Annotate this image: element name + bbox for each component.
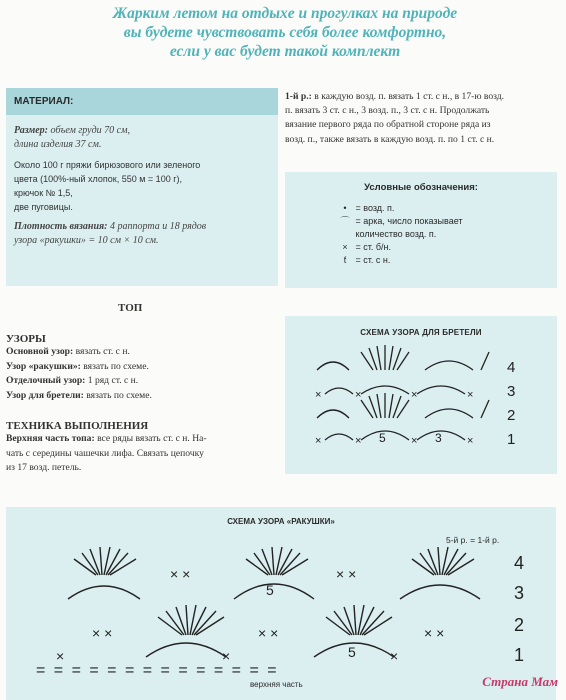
top-heading: ТОП xyxy=(118,302,143,314)
technique-line: из 17 возд. петель. xyxy=(6,462,82,473)
technique-section xyxy=(6,420,281,476)
legend-text: = возд. п. xyxy=(355,203,395,213)
double-crochet-icon xyxy=(481,352,489,370)
pattern-text: вязать по схеме. xyxy=(86,389,152,401)
watermark-logo: Страна Мам xyxy=(482,674,558,689)
shell-fan-icon xyxy=(158,605,224,635)
size-label: Размер: xyxy=(14,125,48,136)
single-crochet-icon: × × xyxy=(424,625,445,641)
row1-line: возд. п., также вязать в каждую возд. п. по 1 ст. с н. xyxy=(285,133,495,145)
arch-icon xyxy=(68,586,140,599)
double-crochet-icon: ƭ xyxy=(343,255,347,265)
row-number: 2 xyxy=(514,615,525,635)
single-crochet-icon: × xyxy=(355,435,362,447)
pattern-item xyxy=(6,360,281,375)
arch-icon xyxy=(361,386,409,394)
shell-chart-diagram xyxy=(6,507,556,700)
legend-list xyxy=(337,202,547,267)
length-text: длина изделия 37 см. xyxy=(14,139,102,150)
arch-icon xyxy=(146,643,226,657)
single-crochet-icon: × xyxy=(56,648,65,664)
strap-chart-title: СХЕМА УЗОРА ДЛЯ БРЕТЕЛИ xyxy=(360,328,482,337)
technique-line: чать с середины чашечки лифа. Связать цепочку xyxy=(6,447,204,459)
arch-icon xyxy=(317,410,349,418)
row1-instructions xyxy=(285,90,557,147)
single-crochet-icon: × xyxy=(411,389,418,401)
pattern-label: Основной узор: xyxy=(6,346,74,357)
arc-count-label: 5 xyxy=(348,644,356,660)
pattern-item xyxy=(6,345,281,360)
strap-chart-panel xyxy=(285,316,557,474)
shell-chart-bottom-label: верхняя часть xyxy=(250,680,303,689)
headline xyxy=(40,4,530,61)
row-number: 1 xyxy=(507,431,516,448)
legend-item xyxy=(337,202,547,215)
single-crochet-icon: × xyxy=(222,648,231,664)
row1-line xyxy=(285,90,557,104)
size-text: объем груди 70 см, xyxy=(50,125,130,136)
material-panel xyxy=(6,88,278,286)
technique-line xyxy=(6,432,281,447)
material-content xyxy=(14,124,274,248)
legend-item xyxy=(337,254,547,267)
technique-label: Верхняя часть топа: xyxy=(6,433,95,444)
legend-text: = ст. б/н. xyxy=(355,242,392,252)
shell-fan-icon xyxy=(246,547,308,575)
pattern-text: вязать по схеме. xyxy=(83,360,149,372)
arch-icon: ⌒ xyxy=(340,216,350,226)
legend-text: количество возд. п. xyxy=(355,229,437,239)
chain-row-icon: = = = = = = = = = = = = = = xyxy=(36,662,279,679)
shell-chart-note: 5-й р. = 1-й р. xyxy=(446,535,500,545)
yarn-line: две пуговицы. xyxy=(14,202,73,212)
technique-text: все ряды вязать ст. с н. На- xyxy=(97,433,207,444)
headline-line: Жарким летом на отдыхе и прогулках на природе xyxy=(112,5,458,22)
chain-stitch-icon: • xyxy=(343,203,347,213)
row1-line: п. вязать 3 ст. с н., 3 возд. п., 3 ст. с н. Продолжать xyxy=(285,105,490,117)
legend-text: = арка, число показывает xyxy=(355,216,463,226)
pattern-text: вязать ст. с н. xyxy=(75,346,130,357)
row-number: 4 xyxy=(514,553,525,573)
arch-icon xyxy=(417,386,465,394)
density-text: 4 раппорта и 18 рядов xyxy=(110,221,207,232)
legend-item xyxy=(337,228,547,241)
shell-chart-panel xyxy=(6,507,556,700)
arch-icon xyxy=(425,409,473,418)
single-crochet-icon: × xyxy=(467,389,474,401)
single-crochet-icon: × xyxy=(355,389,362,401)
single-crochet-icon: × × xyxy=(170,566,191,582)
row-number: 3 xyxy=(507,383,516,400)
single-crochet-icon: × × xyxy=(92,625,113,641)
arch-icon xyxy=(325,434,353,440)
arch-icon xyxy=(234,584,314,599)
single-crochet-icon: × × xyxy=(336,566,357,582)
row1-text: в каждую возд. п. вязать 1 ст. с н., в 17-ю возд. xyxy=(314,91,505,102)
legend-panel xyxy=(285,172,557,288)
shell-chart-title: СХЕМА УЗОРА «РАКУШКИ» xyxy=(227,517,335,526)
patterns-section xyxy=(6,333,281,403)
legend-item xyxy=(337,215,547,228)
row-number: 3 xyxy=(514,583,525,603)
single-crochet-icon: × xyxy=(390,648,399,664)
single-crochet-icon: × xyxy=(315,435,322,447)
material-heading: МАТЕРИАЛ: xyxy=(6,88,278,115)
arc-count-label: 5 xyxy=(379,431,386,445)
pattern-item xyxy=(6,389,281,404)
shell-fan-icon xyxy=(326,605,392,635)
arch-icon xyxy=(325,388,353,394)
arch-icon xyxy=(400,585,480,599)
row-number: 1 xyxy=(514,645,525,665)
density-label: Плотность вязания: xyxy=(14,221,108,232)
arch-icon xyxy=(425,361,473,370)
shell-fan-icon xyxy=(361,393,409,418)
patterns-heading: УЗОРЫ xyxy=(6,333,46,345)
pattern-label: Отделочный узор: xyxy=(6,375,86,386)
double-crochet-icon xyxy=(481,400,489,418)
pattern-label: Узор для бретели: xyxy=(6,389,84,401)
density-line xyxy=(14,220,274,234)
headline-line: вы будете чувствовать себя более комфортно, xyxy=(123,24,447,41)
single-crochet-icon: × xyxy=(315,389,322,401)
legend-text: = ст. с н. xyxy=(355,255,391,265)
legend-item xyxy=(337,241,547,254)
arch-icon xyxy=(317,362,349,370)
yarn-line: Около 100 г пряжи бирюзового или зеленого xyxy=(14,160,201,170)
shell-fan-icon xyxy=(412,547,474,575)
arc-count-label: 5 xyxy=(266,582,274,598)
single-crochet-icon: × xyxy=(467,435,474,447)
pattern-item xyxy=(6,374,281,389)
single-crochet-icon: × xyxy=(411,435,418,447)
row1-label: 1-й р.: xyxy=(285,91,312,102)
yarn-line: крючок № 1,5, xyxy=(14,188,73,198)
technique-heading: ТЕХНИКА ВЫПОЛНЕНИЯ xyxy=(6,420,149,432)
arc-count-label: 3 xyxy=(435,431,442,445)
row-number: 2 xyxy=(507,407,516,424)
headline-line: если у вас будет такой комплект xyxy=(169,43,401,60)
single-crochet-icon: × × xyxy=(258,625,279,641)
legend-title: Условные обозначения: xyxy=(364,182,478,193)
strap-chart-diagram xyxy=(285,316,557,474)
row-number: 4 xyxy=(507,359,516,376)
yarn-line: цвета (100%-ный хлопок, 550 м = 100 г), xyxy=(14,174,182,184)
shell-fan-icon xyxy=(361,345,409,370)
row1-line: вязание первого ряда по обратной стороне ряда из xyxy=(285,119,491,131)
size-line xyxy=(14,124,274,138)
density-text-2: узора «ракушки» = 10 см × 10 см. xyxy=(14,235,159,246)
pattern-text: 1 ряд ст. с н. xyxy=(87,375,139,386)
shell-fan-icon xyxy=(74,547,136,575)
single-crochet-icon: × xyxy=(342,242,348,252)
pattern-label: Узор «ракушки»: xyxy=(6,360,81,372)
